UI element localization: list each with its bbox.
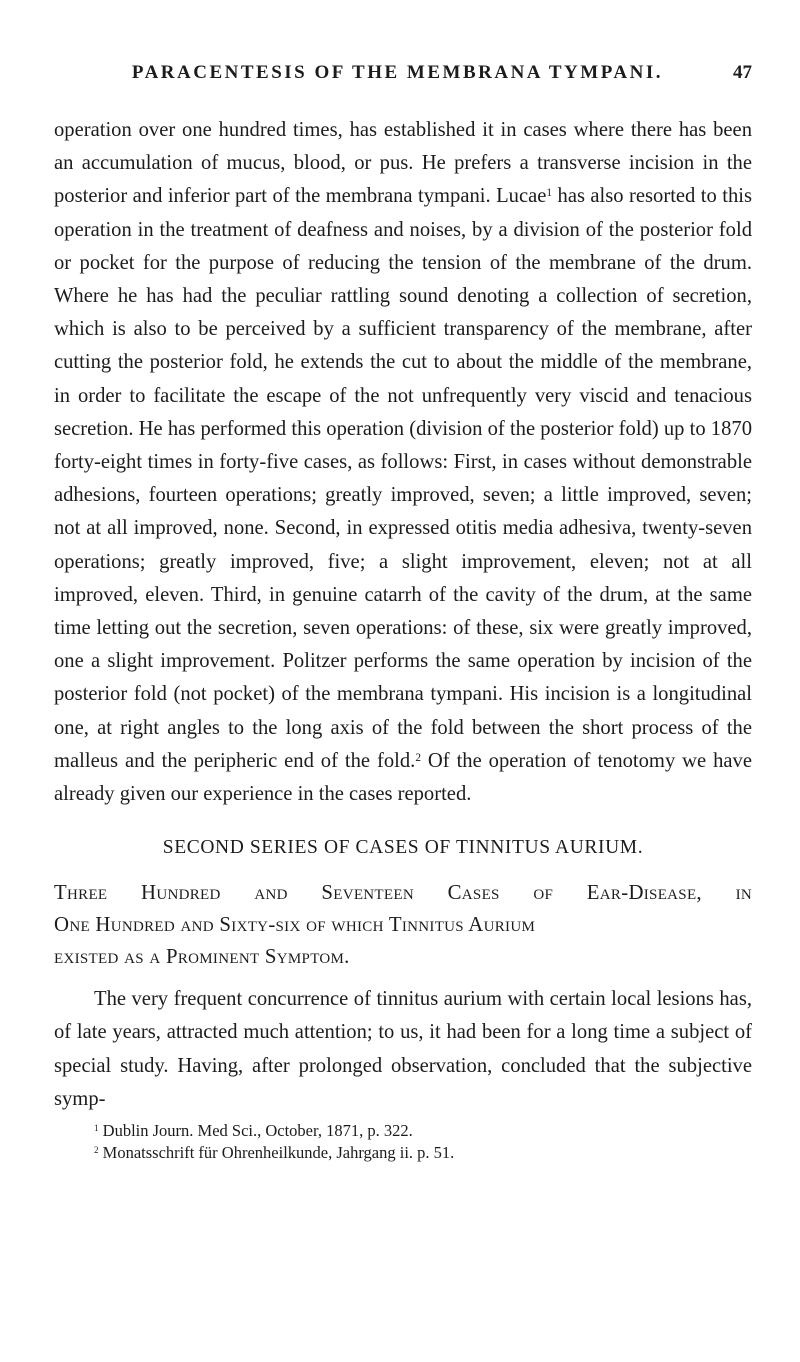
footnotes <box>54 1120 752 1164</box>
section-title: SECOND SERIES OF CASES OF TINNITUS AURIUM. <box>162 837 644 859</box>
footnote-ref-1: 1 <box>546 187 553 200</box>
page-number: 47 <box>733 62 752 83</box>
subtitle-line-3: existed as a Prominent Symptom. <box>54 945 350 969</box>
running-head <box>54 0 752 102</box>
running-head-title: PARACENTESIS OF THE MEMBRANA TYMPANI. <box>131 62 663 83</box>
footnote-2 <box>94 1142 752 1164</box>
paragraph-text-a: operation over one hundred times, has established it in cases where there has been an accumulation of mucus, blood, or pus. He prefers a transverse incision in the posterior and inferior part of the membrana tympani. Lucae <box>54 119 752 208</box>
body-paragraph-2: The very frequent concurrence of tinnitus aurium with certain local lesions has, of late years, attracted much attention; to us, it had been for a long time a subject of special study. Having, after prolonged observation, concluded that the subjective symp- <box>54 988 752 1110</box>
footnote-text-2: Monatsschrift für Ohrenheilkunde, Jahrgang ii. p. 51. <box>102 1143 455 1163</box>
footnote-mark-2: 2 <box>94 1145 99 1156</box>
paragraph-text-c: Of the operation of tenotomy we have already given our experience in the cases reported. <box>54 749 752 806</box>
footnote-1 <box>94 1120 752 1142</box>
footnote-ref-2: 2 <box>415 751 421 764</box>
footnote-text-1: Dublin Journ. Med Sci., October, 1871, p. 322. <box>102 1121 413 1141</box>
footnote-mark-1: 1 <box>94 1123 99 1134</box>
paragraph-text-b: has also resorted to this operation in the treatment of deafness and noises, by a division of the posterior fold or pocket for the purpose of reducing the tension of the membrane of the drum. Where he has had the peculiar rattling sound denoting a collection of secretion, which is also to be perceived by a sufficient transparency of the membrane, after cutting the posterior fold, he extends the cut to about the middle of the membrane, in order to facilitate the escape of the not unfrequently very viscid and tenacious secretion. He has performed this operation (division of the posterior fold) up to 1870 forty-eight times in forty-five cases, as follows: First, in cases without demonstrable adhesions, fourteen operations; greatly improved, seven; a little improved, seven; not at all improved, none. Second, in expressed otitis media adhesiva, twenty-seven operations; greatly improved, five; a slight improvement, eleven; not at all improved, eleven. Third, in genuine catarrh of the cavity of the drum, at the same time letting out the secretion, seven operations: of these, six were greatly improved, one a slight improvement. Politzer performs the same operation by incision of the posterior fold (not pocket) of the membrana tympani. His incision is a longitudinal one, at right angles to the long axis of the fold between the short process of the malleus and the peripheric end of the fold. <box>54 185 753 772</box>
body-paragraph-1 <box>54 114 752 811</box>
subtitle-line-2: One Hundred and Sixty-six of which Tinnitus Aurium <box>54 913 536 937</box>
section-subtitle <box>54 877 752 973</box>
subtitle-line-1: Three Hundred and Seventeen Cases of Ear-Disease, in <box>54 881 752 905</box>
